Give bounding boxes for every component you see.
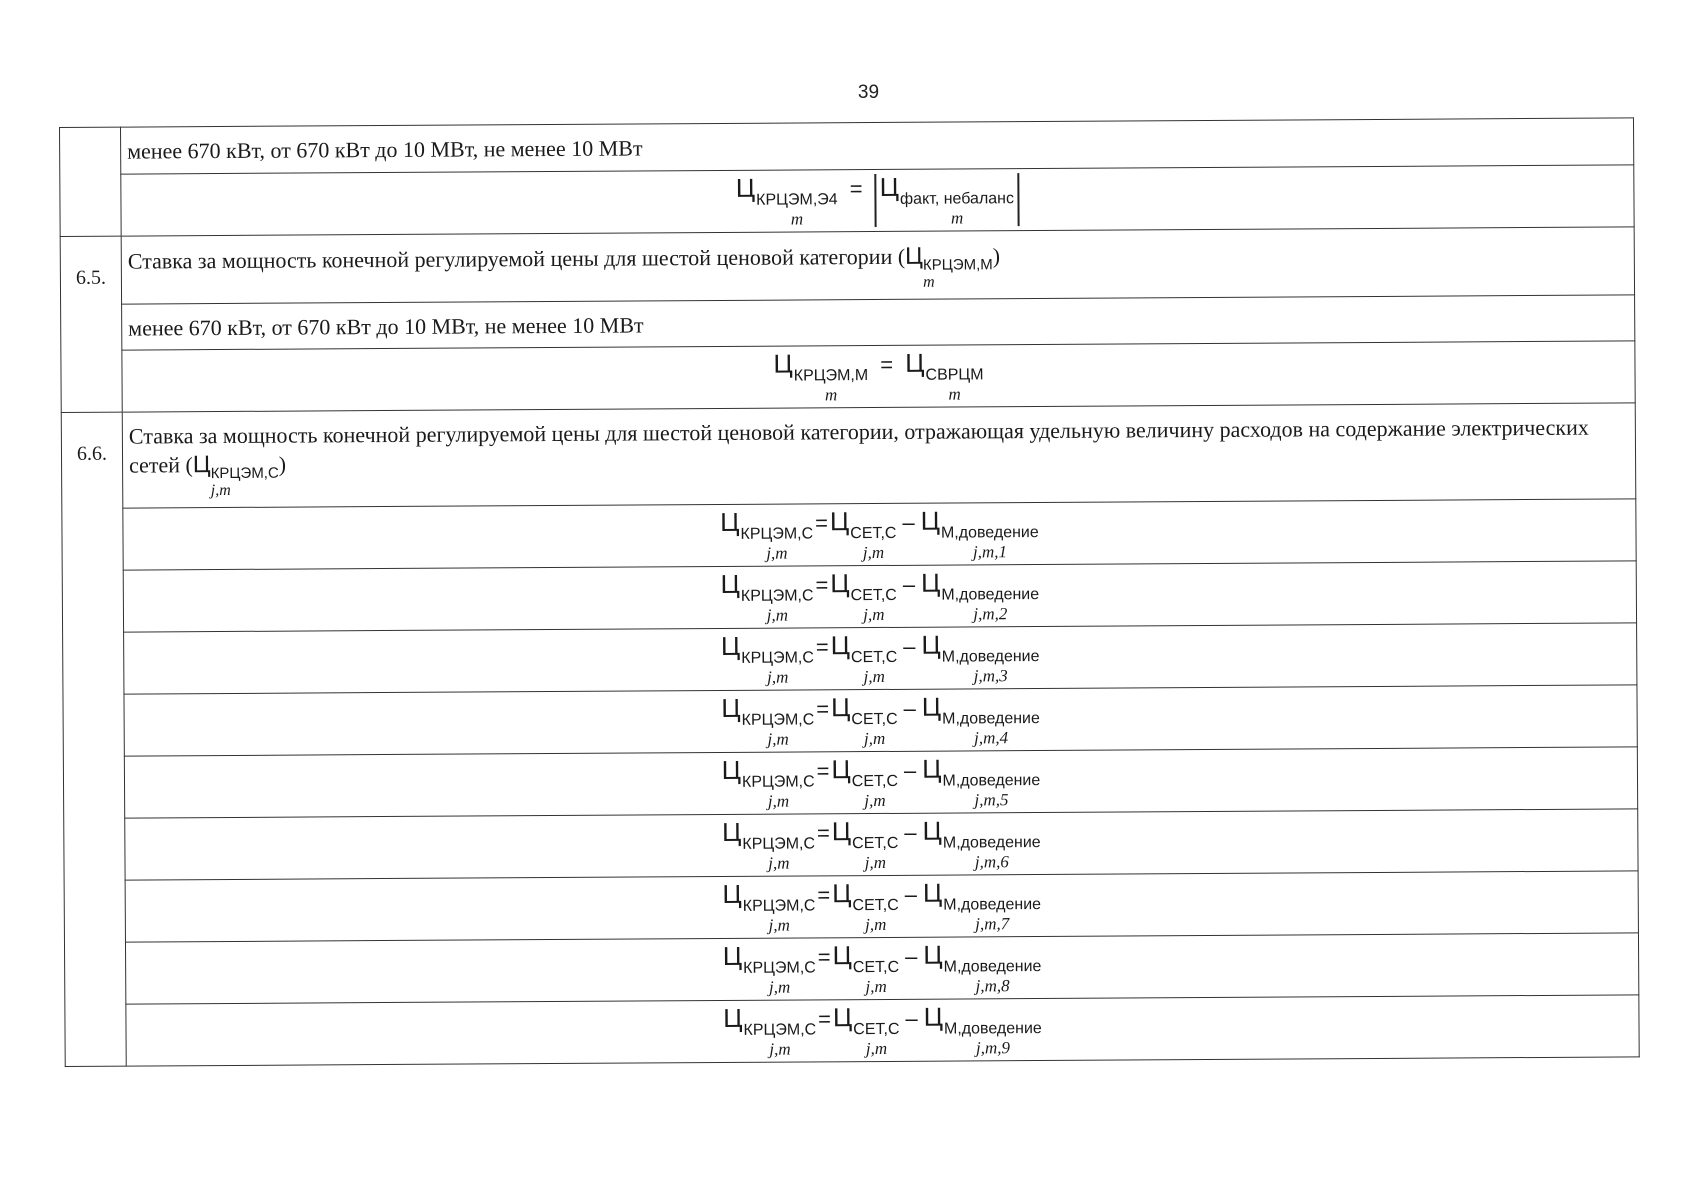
range-text: менее 670 кВт, от 670 кВт до 10 МВт, не менее 10 МВт bbox=[121, 118, 1634, 174]
table-row bbox=[64, 808, 1638, 880]
table-row bbox=[62, 498, 1636, 570]
formula: Ц КРЦЭМ,Э4 m = Ц факт, небаланс m bbox=[736, 173, 1019, 228]
section-number: 6.5. bbox=[60, 236, 122, 413]
formula: Ц КРЦЭМ,С j,m =Ц СЕТ,С j,m – Ц М,доведение j,m,7 bbox=[722, 877, 1042, 935]
formula: Ц КРЦЭМ,С j,m =Ц СЕТ,С j,m – Ц М,доведение j,m,1 bbox=[720, 505, 1039, 563]
formula-cell bbox=[124, 746, 1637, 817]
formula-cell bbox=[122, 341, 1635, 412]
section-title: Ставка за мощность конечной регулируемой цены для шестой ценовой категории, отражающая удельную величину расходов на содержание электрических сетей (Ц КРЦЭМ,С j,m ) bbox=[122, 403, 1636, 508]
formula-cell bbox=[124, 684, 1637, 755]
page-number: 39 bbox=[857, 82, 880, 103]
section-number: 6.6. bbox=[61, 412, 126, 1066]
table-row bbox=[61, 341, 1635, 413]
formula-cell bbox=[125, 932, 1638, 1003]
formula-cell bbox=[121, 164, 1634, 235]
formula: Ц КРЦЭМ,С j,m =Ц СЕТ,С j,m – Ц М,доведение j,m,3 bbox=[720, 629, 1040, 687]
formula: Ц КРЦЭМ,М m = Ц СВРЦМ m bbox=[773, 347, 984, 405]
table-row bbox=[64, 870, 1638, 942]
formula: Ц КРЦЭМ,С j,m =Ц СЕТ,С j,m – Ц М,доведение j,m,2 bbox=[720, 567, 1040, 625]
tariff-table bbox=[59, 117, 1640, 1066]
formula: Ц КРЦЭМ,С j,m =Ц СЕТ,С j,m – Ц М,доведение j,m,5 bbox=[721, 753, 1041, 811]
table-row bbox=[62, 560, 1636, 632]
table-row bbox=[65, 994, 1639, 1066]
formula-cell bbox=[123, 560, 1636, 631]
formula: Ц КРЦЭМ,С j,m =Ц СЕТ,С j,m – Ц М,доведение j,m,8 bbox=[722, 939, 1042, 997]
formula-cell bbox=[126, 994, 1639, 1065]
formula: Ц КРЦЭМ,С j,m =Ц СЕТ,С j,m – Ц М,доведение j,m,6 bbox=[721, 815, 1041, 873]
table-row bbox=[60, 164, 1634, 236]
formula-cell bbox=[125, 808, 1638, 879]
formula-cell bbox=[125, 870, 1638, 941]
section-title: Ставка за мощность конечной регулируемой цены для шестой ценовой категории (Ц КРЦЭМ,М m ) bbox=[121, 226, 1634, 303]
formula-cell bbox=[124, 622, 1637, 693]
table-row bbox=[63, 746, 1637, 818]
formula-cell bbox=[123, 498, 1636, 569]
table-row bbox=[63, 622, 1637, 694]
table-row bbox=[63, 684, 1637, 756]
table-row bbox=[61, 403, 1636, 508]
range-text: менее 670 кВт, от 670 кВт до 10 МВт, не менее 10 МВт bbox=[122, 294, 1635, 350]
formula: Ц КРЦЭМ,С j,m =Ц СЕТ,С j,m – Ц М,доведение j,m,9 bbox=[723, 1001, 1042, 1059]
formula: Ц КРЦЭМ,С j,m =Ц СЕТ,С j,m – Ц М,доведение j,m,4 bbox=[721, 691, 1040, 749]
table-row bbox=[64, 932, 1638, 1004]
table-row bbox=[60, 226, 1634, 304]
row-number-cell bbox=[60, 127, 122, 236]
